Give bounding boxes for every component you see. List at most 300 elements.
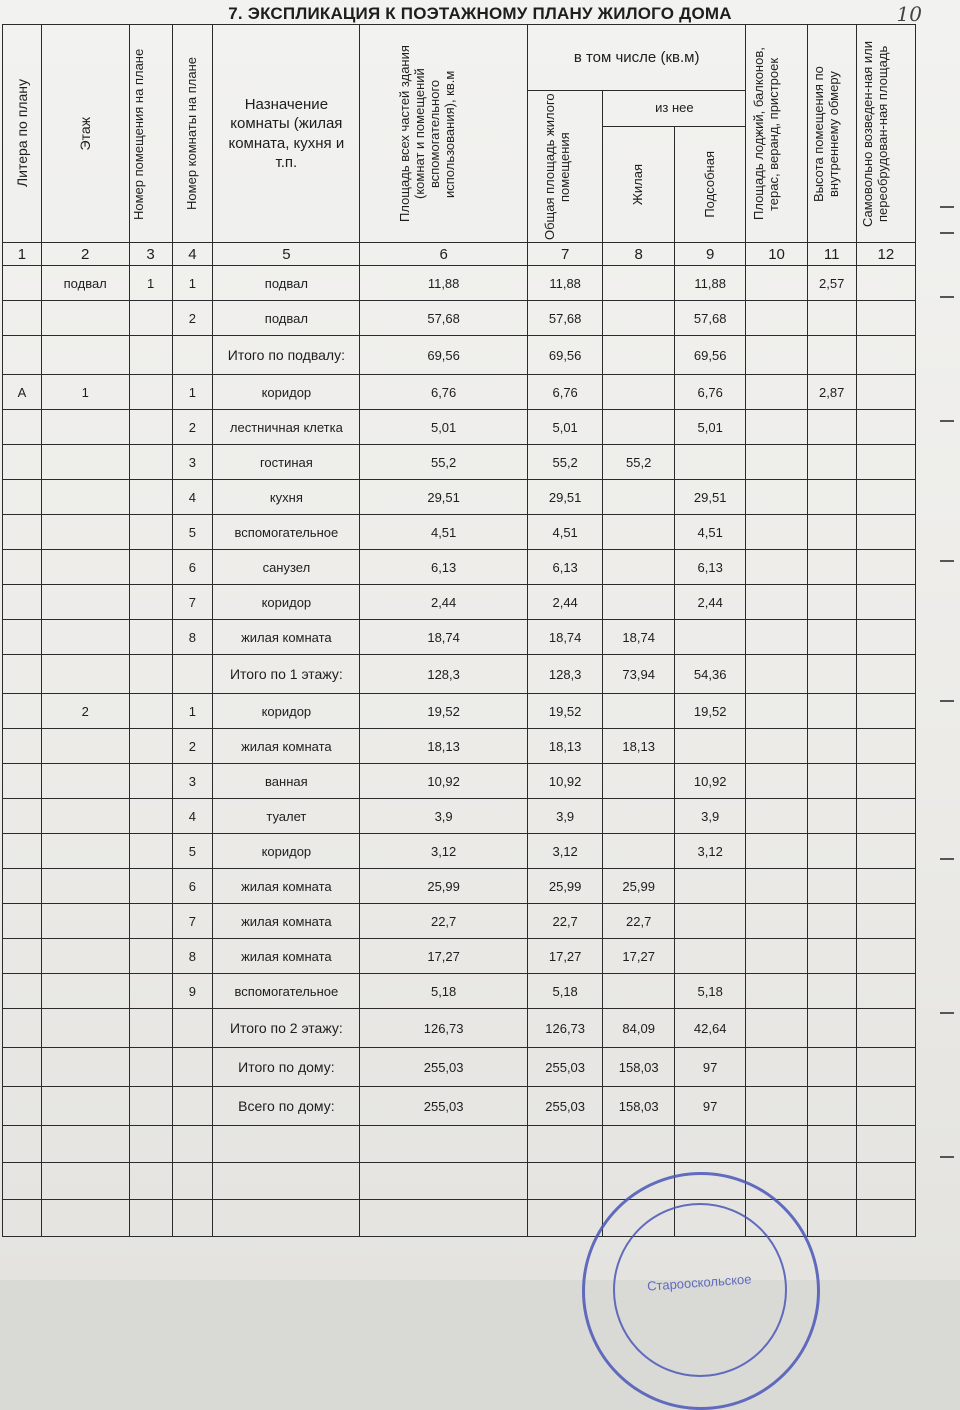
empty-cell (172, 1126, 213, 1163)
cell-total: 255,03 (527, 1087, 603, 1126)
empty-cell (41, 1200, 129, 1237)
cell-litera (3, 834, 42, 869)
cell-area: 5,18 (360, 974, 527, 1009)
cell-name: коридор (213, 375, 360, 410)
cell-aux: 42,64 (674, 1009, 746, 1048)
cell-aux: 3,12 (674, 834, 746, 869)
cell-living (603, 764, 674, 799)
header-zhilaya: Жилая (603, 127, 674, 243)
cell-etazh (41, 410, 129, 445)
cell-living: 22,7 (603, 904, 674, 939)
cell-aux (674, 904, 746, 939)
cell-litera (3, 869, 42, 904)
cell-loggia (746, 445, 807, 480)
cell-etazh: 1 (41, 375, 129, 410)
cell-aux (674, 620, 746, 655)
cell-illegal (856, 480, 915, 515)
cell-area: 128,3 (360, 655, 527, 694)
cell-etazh (41, 729, 129, 764)
empty-cell (856, 1163, 915, 1200)
cell-name: подвал (213, 266, 360, 301)
cell-height (807, 799, 856, 834)
cell-height (807, 336, 856, 375)
cell-litera: А (3, 375, 42, 410)
empty-cell (746, 1126, 807, 1163)
table-row (3, 585, 916, 620)
cell-room: 6 (172, 550, 213, 585)
cell-illegal (856, 585, 915, 620)
cell-pom (129, 1087, 172, 1126)
cell-aux: 11,88 (674, 266, 746, 301)
cell-area: 18,13 (360, 729, 527, 764)
explication-table (2, 24, 916, 1237)
cell-room: 5 (172, 515, 213, 550)
empty-row (3, 1126, 916, 1163)
cell-loggia (746, 480, 807, 515)
cell-loggia (746, 694, 807, 729)
cell-living (603, 694, 674, 729)
empty-cell (360, 1200, 527, 1237)
cell-illegal (856, 301, 915, 336)
empty-cell (3, 1200, 42, 1237)
empty-cell (3, 1126, 42, 1163)
table-row (3, 904, 916, 939)
cell-total: 10,92 (527, 764, 603, 799)
cell-living (603, 974, 674, 1009)
cell-room (172, 1048, 213, 1087)
page-title: 7. ЭКСПЛИКАЦИЯ К ПОЭТАЖНОМУ ПЛАНУ ЖИЛОГО ДОМА (228, 4, 732, 23)
table-row (3, 834, 916, 869)
cell-pom (129, 764, 172, 799)
cell-living: 18,13 (603, 729, 674, 764)
cell-area: 55,2 (360, 445, 527, 480)
cell-area: 2,44 (360, 585, 527, 620)
cell-living: 158,03 (603, 1048, 674, 1087)
cell-etazh (41, 301, 129, 336)
cell-height (807, 1048, 856, 1087)
table-row (3, 694, 916, 729)
cell-etazh (41, 869, 129, 904)
cell-name: жилая комната (213, 620, 360, 655)
cell-room: 7 (172, 585, 213, 620)
cell-illegal (856, 445, 915, 480)
cell-pom (129, 480, 172, 515)
cell-total: 5,18 (527, 974, 603, 1009)
cell-litera (3, 1009, 42, 1048)
cell-room: 1 (172, 266, 213, 301)
cell-pom (129, 445, 172, 480)
cell-name: кухня (213, 480, 360, 515)
cell-name: жилая комната (213, 869, 360, 904)
cell-area: 22,7 (360, 904, 527, 939)
cell-illegal (856, 550, 915, 585)
cell-illegal (856, 375, 915, 410)
cell-litera (3, 694, 42, 729)
cell-pom (129, 729, 172, 764)
cell-living (603, 834, 674, 869)
empty-cell (674, 1126, 746, 1163)
cell-living: 17,27 (603, 939, 674, 974)
cell-pom (129, 301, 172, 336)
total-row (3, 1009, 916, 1048)
cell-litera (3, 445, 42, 480)
cell-pom (129, 375, 172, 410)
cell-litera (3, 1048, 42, 1087)
margin-ticks (920, 0, 960, 1280)
empty-cell (807, 1200, 856, 1237)
cell-total: 3,9 (527, 799, 603, 834)
official-stamp (582, 1172, 820, 1410)
cell-height (807, 974, 856, 1009)
cell-name: коридор (213, 694, 360, 729)
cell-illegal (856, 266, 915, 301)
header-iz-nee: из нее (603, 91, 746, 127)
cell-illegal (856, 515, 915, 550)
cell-total: 22,7 (527, 904, 603, 939)
cell-total: 18,13 (527, 729, 603, 764)
cell-room: 4 (172, 480, 213, 515)
cell-etazh: 2 (41, 694, 129, 729)
cell-living (603, 585, 674, 620)
cell-name: Итого по 2 этажу: (213, 1009, 360, 1048)
cell-area: 17,27 (360, 939, 527, 974)
header-lodzhii: Площадь лоджий, балконов, терас, веранд, пристроек (746, 25, 807, 243)
cell-illegal (856, 939, 915, 974)
cell-aux (674, 445, 746, 480)
cell-litera (3, 655, 42, 694)
cell-etazh (41, 939, 129, 974)
cell-area: 6,76 (360, 375, 527, 410)
cell-room: 7 (172, 904, 213, 939)
cell-room: 8 (172, 939, 213, 974)
table-row (3, 550, 916, 585)
col-number: 2 (41, 243, 129, 266)
cell-name: жилая комната (213, 939, 360, 974)
cell-area: 5,01 (360, 410, 527, 445)
cell-aux: 6,13 (674, 550, 746, 585)
cell-living (603, 550, 674, 585)
cell-etazh (41, 620, 129, 655)
cell-area: 25,99 (360, 869, 527, 904)
cell-room: 5 (172, 834, 213, 869)
cell-illegal (856, 834, 915, 869)
empty-cell (807, 1126, 856, 1163)
cell-name: лестничная клетка (213, 410, 360, 445)
cell-pom (129, 939, 172, 974)
header-naznachenie: Назначение комнаты (жилая комната, кухня и т.п. (213, 25, 360, 243)
cell-name: Итого по подвалу: (213, 336, 360, 375)
cell-aux: 4,51 (674, 515, 746, 550)
cell-living: 18,74 (603, 620, 674, 655)
cell-etazh (41, 445, 129, 480)
cell-area: 11,88 (360, 266, 527, 301)
cell-name: туалет (213, 799, 360, 834)
cell-pom (129, 834, 172, 869)
cell-living (603, 799, 674, 834)
cell-illegal (856, 869, 915, 904)
cell-litera (3, 515, 42, 550)
cell-room: 2 (172, 301, 213, 336)
cell-pom (129, 336, 172, 375)
header-obshchaya: Общая площадь жилого помещения (527, 91, 603, 243)
cell-etazh: подвал (41, 266, 129, 301)
cell-room (172, 336, 213, 375)
cell-aux: 29,51 (674, 480, 746, 515)
cell-etazh (41, 799, 129, 834)
table-row (3, 410, 916, 445)
cell-height: 2,87 (807, 375, 856, 410)
cell-litera (3, 480, 42, 515)
cell-etazh (41, 764, 129, 799)
empty-cell (807, 1163, 856, 1200)
col-number: 6 (360, 243, 527, 266)
cell-total: 5,01 (527, 410, 603, 445)
cell-litera (3, 550, 42, 585)
empty-cell (527, 1126, 603, 1163)
cell-total: 17,27 (527, 939, 603, 974)
table-row (3, 799, 916, 834)
cell-litera (3, 266, 42, 301)
header-v-tom-chisle: в том числе (кв.м) (527, 25, 746, 91)
cell-total: 255,03 (527, 1048, 603, 1087)
cell-height (807, 1087, 856, 1126)
cell-height (807, 301, 856, 336)
cell-height (807, 445, 856, 480)
cell-litera (3, 799, 42, 834)
total-row (3, 1087, 916, 1126)
cell-pom (129, 799, 172, 834)
cell-aux (674, 939, 746, 974)
cell-aux: 10,92 (674, 764, 746, 799)
cell-loggia (746, 655, 807, 694)
cell-living (603, 515, 674, 550)
cell-total: 3,12 (527, 834, 603, 869)
cell-loggia (746, 904, 807, 939)
cell-room: 3 (172, 764, 213, 799)
total-row (3, 336, 916, 375)
cell-litera (3, 620, 42, 655)
header-etazh: Этаж (41, 25, 129, 243)
cell-height (807, 550, 856, 585)
cell-area: 10,92 (360, 764, 527, 799)
cell-name: ванная (213, 764, 360, 799)
cell-height (807, 655, 856, 694)
cell-etazh (41, 655, 129, 694)
cell-total: 19,52 (527, 694, 603, 729)
cell-name: Итого по 1 этажу: (213, 655, 360, 694)
cell-illegal (856, 336, 915, 375)
empty-cell (213, 1126, 360, 1163)
cell-loggia (746, 1087, 807, 1126)
total-row (3, 655, 916, 694)
cell-loggia (746, 729, 807, 764)
cell-illegal (856, 1048, 915, 1087)
cell-living (603, 480, 674, 515)
cell-area: 3,9 (360, 799, 527, 834)
cell-name: гостиная (213, 445, 360, 480)
cell-living: 158,03 (603, 1087, 674, 1126)
cell-area: 255,03 (360, 1048, 527, 1087)
empty-cell (129, 1163, 172, 1200)
cell-aux: 57,68 (674, 301, 746, 336)
cell-total: 29,51 (527, 480, 603, 515)
empty-cell (41, 1126, 129, 1163)
cell-living: 84,09 (603, 1009, 674, 1048)
empty-cell (3, 1163, 42, 1200)
cell-pom (129, 655, 172, 694)
empty-cell (360, 1126, 527, 1163)
cell-total: 128,3 (527, 655, 603, 694)
header-podsobnaya: Подсобная (674, 127, 746, 243)
cell-name: вспомогательное (213, 974, 360, 1009)
cell-loggia (746, 515, 807, 550)
cell-etazh (41, 550, 129, 585)
cell-illegal (856, 904, 915, 939)
cell-name: санузел (213, 550, 360, 585)
cell-living: 73,94 (603, 655, 674, 694)
cell-aux (674, 729, 746, 764)
col-number: 12 (856, 243, 915, 266)
table-row (3, 515, 916, 550)
col-number: 5 (213, 243, 360, 266)
col-number: 9 (674, 243, 746, 266)
column-numbers-row (3, 243, 916, 266)
cell-room (172, 655, 213, 694)
total-row (3, 1048, 916, 1087)
table-row (3, 729, 916, 764)
cell-illegal (856, 1009, 915, 1048)
cell-area: 3,12 (360, 834, 527, 869)
cell-pom (129, 694, 172, 729)
cell-litera (3, 939, 42, 974)
cell-height (807, 410, 856, 445)
cell-pom (129, 620, 172, 655)
cell-living (603, 375, 674, 410)
empty-row (3, 1163, 916, 1200)
cell-height (807, 694, 856, 729)
cell-etazh (41, 336, 129, 375)
cell-illegal (856, 1087, 915, 1126)
cell-area: 4,51 (360, 515, 527, 550)
cell-height (807, 585, 856, 620)
cell-height (807, 480, 856, 515)
cell-living (603, 301, 674, 336)
cell-etazh (41, 480, 129, 515)
empty-cell (172, 1163, 213, 1200)
cell-loggia (746, 266, 807, 301)
table-row (3, 375, 916, 410)
cell-pom (129, 410, 172, 445)
cell-name: Всего по дому: (213, 1087, 360, 1126)
col-number: 10 (746, 243, 807, 266)
cell-aux: 97 (674, 1048, 746, 1087)
cell-litera (3, 974, 42, 1009)
cell-total: 55,2 (527, 445, 603, 480)
cell-total: 11,88 (527, 266, 603, 301)
empty-cell (41, 1163, 129, 1200)
cell-aux: 6,76 (674, 375, 746, 410)
cell-pom (129, 585, 172, 620)
cell-loggia (746, 336, 807, 375)
cell-etazh (41, 1048, 129, 1087)
cell-pom (129, 904, 172, 939)
cell-aux (674, 869, 746, 904)
cell-total: 6,76 (527, 375, 603, 410)
cell-loggia (746, 974, 807, 1009)
cell-name: жилая комната (213, 729, 360, 764)
cell-aux: 5,18 (674, 974, 746, 1009)
empty-cell (856, 1126, 915, 1163)
cell-loggia (746, 301, 807, 336)
cell-room: 1 (172, 375, 213, 410)
col-number: 3 (129, 243, 172, 266)
cell-loggia (746, 620, 807, 655)
cell-name: вспомогательное (213, 515, 360, 550)
cell-living: 25,99 (603, 869, 674, 904)
col-number: 11 (807, 243, 856, 266)
empty-cell (129, 1126, 172, 1163)
cell-illegal (856, 729, 915, 764)
cell-litera (3, 585, 42, 620)
page-number: 10 (896, 2, 922, 26)
cell-height (807, 764, 856, 799)
cell-loggia (746, 1009, 807, 1048)
table-row (3, 869, 916, 904)
cell-aux: 19,52 (674, 694, 746, 729)
cell-litera (3, 1087, 42, 1126)
cell-room: 2 (172, 410, 213, 445)
cell-etazh (41, 904, 129, 939)
cell-total: 6,13 (527, 550, 603, 585)
cell-room: 9 (172, 974, 213, 1009)
cell-etazh (41, 974, 129, 1009)
cell-area: 29,51 (360, 480, 527, 515)
cell-total: 57,68 (527, 301, 603, 336)
cell-etazh (41, 515, 129, 550)
cell-illegal (856, 799, 915, 834)
cell-litera (3, 904, 42, 939)
cell-room (172, 1087, 213, 1126)
cell-aux: 54,36 (674, 655, 746, 694)
empty-cell (360, 1163, 527, 1200)
cell-loggia (746, 869, 807, 904)
table-row (3, 301, 916, 336)
header-ploshchad-vsekh: Площадь всех частей здания (комнат и помещений вспомогательного использования), кв.м (360, 25, 527, 243)
cell-height: 2,57 (807, 266, 856, 301)
cell-pom (129, 974, 172, 1009)
cell-area: 18,74 (360, 620, 527, 655)
empty-cell (603, 1126, 674, 1163)
cell-area: 57,68 (360, 301, 527, 336)
cell-area: 126,73 (360, 1009, 527, 1048)
cell-loggia (746, 585, 807, 620)
stamp-text: Старооскольское (646, 1271, 752, 1294)
cell-room: 8 (172, 620, 213, 655)
cell-pom (129, 1048, 172, 1087)
cell-illegal (856, 694, 915, 729)
cell-area: 255,03 (360, 1087, 527, 1126)
cell-loggia (746, 550, 807, 585)
cell-height (807, 869, 856, 904)
cell-room: 3 (172, 445, 213, 480)
cell-litera (3, 764, 42, 799)
cell-name: коридор (213, 834, 360, 869)
header-nomer-komnaty: Номер комнаты на плане (172, 25, 213, 243)
cell-name: коридор (213, 585, 360, 620)
cell-total: 126,73 (527, 1009, 603, 1048)
cell-height (807, 515, 856, 550)
empty-cell (213, 1200, 360, 1237)
